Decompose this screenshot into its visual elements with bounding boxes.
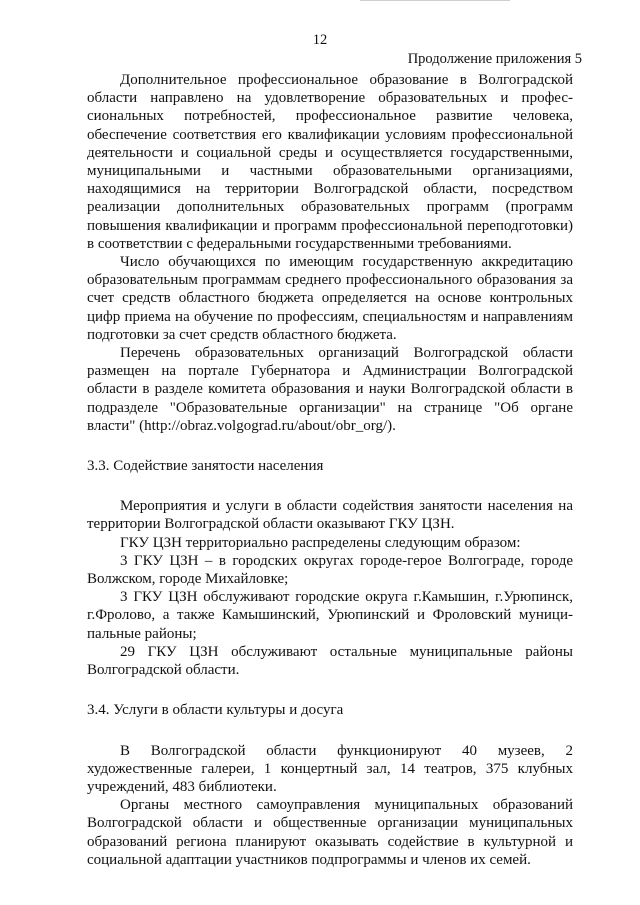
continuation-label: Продолжение приложения 5 xyxy=(407,51,582,67)
paragraph-distribution: ГКУ ЦЗН территориально распределены следующим образом: xyxy=(120,534,521,551)
paragraph-culture-facilities: В Волгоградской области функционируют 40 музеев, 2 художественные галереи, 1 концертный зал, 14 театров, 375 клубных учреждений, 483 библиотеки. xyxy=(87,742,573,795)
paragraph-student-count: Число обучающихся по имеющим государственную аккредитацию образовательным программам среднего профессионального образования за счет средств областного бюджета определяется на основе контрольных цифр приема на обучение по профессиям, специальностям и направлениям подготовки за счет средств областного бюджета. xyxy=(87,254,573,343)
paragraph-additional-education: Дополнительное профессиональное образование в Волгоградской области направлено на удовлетворение образовательных и профессиональных потребностей, профессиональное развитие человека, обеспечение соответствия его квалификации условиям профессиональной деятельности и социальной среды и осуществляется государственными, муниципальными и частными образовательными организациями, находящимися на территории Волгоградской области, посредством реализации дополнительных образовательных программ (программ повышения квалификации и программ профессиональной переподготовки) в соответствии с федеральными государственными требованиями. xyxy=(87,72,573,252)
section-heading-culture: 3.4. Услуги в области культуры и досуга xyxy=(87,702,344,719)
paragraph-kamyshin-districts: 3 ГКУ ЦЗН обслуживают городские округа г.Камышин, г.Урюпинск, г.Фролово, а также Камышинский, Урюпинский и Фроловский муниципальные районы; xyxy=(87,589,573,642)
paragraph-urban-districts: 3 ГКУ ЦЗН – в городских округах городе-герое Волгограде, городе Волжском, городе Михайловке; xyxy=(87,552,573,588)
section-heading-employment: 3.3. Содействие занятости населения xyxy=(87,458,324,475)
paragraph-local-government: Органы местного самоуправления муниципальных образований Волгоградской области и общественные организации муниципальных образований региона планируют оказывать содействие в культурной и социальной адаптации участников подпрограммы и членов их семей. xyxy=(87,797,573,868)
page-number: 12 xyxy=(312,32,328,48)
scan-edge-line xyxy=(360,0,510,1)
document-body xyxy=(87,71,573,869)
paragraph-remaining-districts: 29 ГКУ ЦЗН обслуживают остальные муниципальные районы Волгоградской области. xyxy=(87,643,573,679)
paragraph-employment-services: Мероприятия и услуги в области содействия занятости населения на территории Волгоградской области оказывают ГКУ ЦЗН. xyxy=(87,498,573,533)
paragraph-organization-list: Перечень образовательных организаций Волгоградской области размещен на портале Губернатора и Администрации Волгоградской области в разделе комитета образования и науки Волгоградской области в подразделе "Образовательные организации" на странице "Об органе власти" (http://obraz.volgograd.ru/about/obr_org/). xyxy=(87,345,573,434)
